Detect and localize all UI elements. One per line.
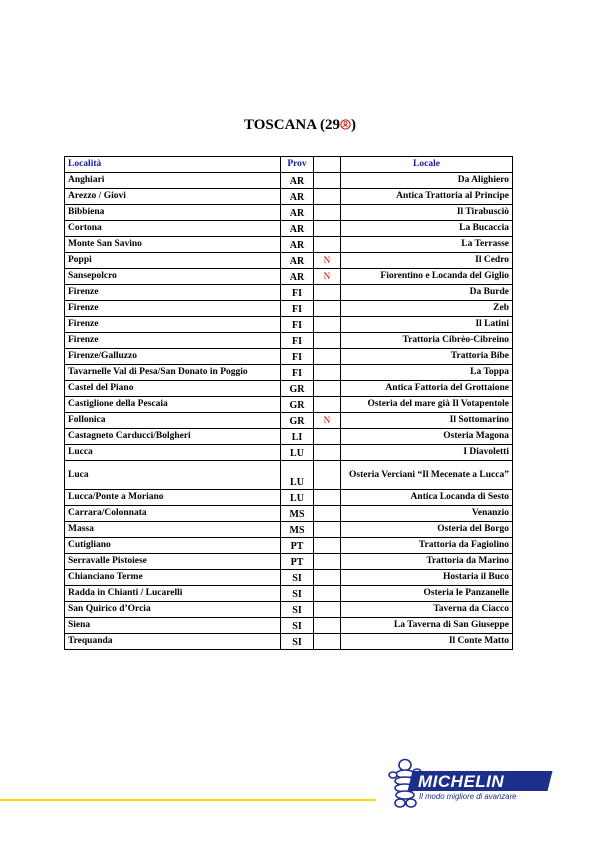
cell-n-mark <box>314 618 341 634</box>
cell-n-mark <box>314 490 341 506</box>
cell-n-mark <box>314 570 341 586</box>
cell-n-mark <box>314 445 341 461</box>
header-prov: Prov <box>281 157 314 173</box>
cell-locale: Osteria Magona <box>341 429 513 445</box>
cell-prov: FI <box>281 285 314 301</box>
cell-n-mark <box>314 333 341 349</box>
cell-locale: Trattoria da Marino <box>341 554 513 570</box>
cell-prov: AR <box>281 269 314 285</box>
table-row <box>65 522 513 538</box>
table-row <box>65 634 513 650</box>
cell-n-mark <box>314 506 341 522</box>
cell-prov: PT <box>281 554 314 570</box>
cell-localita: Cortona <box>65 221 281 237</box>
cell-locale: La Bucaccia <box>341 221 513 237</box>
cell-localita: Firenze/Galluzzo <box>65 349 281 365</box>
cell-prov: MS <box>281 506 314 522</box>
cell-locale: Trattoria Bibe <box>341 349 513 365</box>
cell-localita: Luca <box>65 461 281 490</box>
cell-n-mark <box>314 221 341 237</box>
cell-prov: FI <box>281 365 314 381</box>
cell-localita: Bibbiena <box>65 205 281 221</box>
cell-prov: GR <box>281 381 314 397</box>
cell-n-mark <box>314 397 341 413</box>
cell-localita: Firenze <box>65 333 281 349</box>
table-row <box>65 333 513 349</box>
cell-prov: AR <box>281 221 314 237</box>
cell-prov: AR <box>281 173 314 189</box>
cell-localita: Sansepolcro <box>65 269 281 285</box>
cell-locale: Antica Trattoria al Principe <box>341 189 513 205</box>
cell-locale: Trattoria Cibrèo-Cibreino <box>341 333 513 349</box>
cell-locale: Osteria Verciani “Il Mecenate a Lucca” <box>341 461 513 490</box>
cell-prov: LU <box>281 490 314 506</box>
cell-localita: San Quirico d’Orcia <box>65 602 281 618</box>
table-row <box>65 586 513 602</box>
cell-prov: SI <box>281 570 314 586</box>
cell-n-mark: N <box>314 269 341 285</box>
cell-n-mark <box>314 602 341 618</box>
table-row <box>65 413 513 429</box>
michelin-logo: MICHELIN <box>418 772 505 791</box>
cell-n-mark <box>314 381 341 397</box>
restaurant-table <box>64 156 513 650</box>
cell-locale: Il Tirabusciò <box>341 205 513 221</box>
cell-prov: SI <box>281 634 314 650</box>
cell-prov: FI <box>281 333 314 349</box>
cell-localita: Tavarnelle Val di Pesa/San Donato in Poggio <box>65 365 281 381</box>
cell-locale: Il Cedro <box>341 253 513 269</box>
cell-n-mark <box>314 237 341 253</box>
cell-localita: Trequanda <box>65 634 281 650</box>
table-row <box>65 445 513 461</box>
cell-prov: AR <box>281 189 314 205</box>
cell-prov: SI <box>281 618 314 634</box>
table-row <box>65 506 513 522</box>
table-row <box>65 349 513 365</box>
table-row <box>65 317 513 333</box>
cell-n-mark <box>314 301 341 317</box>
cell-n-mark: N <box>314 253 341 269</box>
cell-prov: FI <box>281 349 314 365</box>
cell-n-mark <box>314 461 341 490</box>
cell-prov: SI <box>281 586 314 602</box>
header-n <box>314 157 341 173</box>
table-row <box>65 189 513 205</box>
cell-n-mark <box>314 586 341 602</box>
page-title-suffix: ) <box>351 117 356 133</box>
cell-prov: AR <box>281 253 314 269</box>
table-row <box>65 397 513 413</box>
table-row <box>65 221 513 237</box>
cell-n-mark: N <box>314 413 341 429</box>
cell-localita: Poppi <box>65 253 281 269</box>
cell-localita: Radda in Chianti / Lucarelli <box>65 586 281 602</box>
cell-n-mark <box>314 554 341 570</box>
cell-prov: GR <box>281 397 314 413</box>
table-row <box>65 538 513 554</box>
cell-locale: Da Burde <box>341 285 513 301</box>
cell-locale: Antica Locanda di Sesto <box>341 490 513 506</box>
cell-localita: Lucca <box>65 445 281 461</box>
cell-prov: MS <box>281 522 314 538</box>
cell-localita: Monte San Savino <box>65 237 281 253</box>
cell-locale: Il Conte Matto <box>341 634 513 650</box>
table-row <box>65 205 513 221</box>
cell-prov: PT <box>281 538 314 554</box>
michelin-slogan: Il modo migliore di avanzare <box>419 792 517 801</box>
table-row <box>65 301 513 317</box>
cell-localita: Siena <box>65 618 281 634</box>
table-row <box>65 365 513 381</box>
table-row <box>65 618 513 634</box>
table-row <box>65 237 513 253</box>
cell-n-mark <box>314 317 341 333</box>
table-row <box>65 253 513 269</box>
cell-locale: Il Sottomarino <box>341 413 513 429</box>
cell-locale: Zeb <box>341 301 513 317</box>
table-row <box>65 602 513 618</box>
table-row <box>65 381 513 397</box>
cell-n-mark <box>314 285 341 301</box>
cell-prov: LI <box>281 429 314 445</box>
cell-prov: AR <box>281 237 314 253</box>
cell-prov: FI <box>281 317 314 333</box>
cell-localita: Massa <box>65 522 281 538</box>
cell-n-mark <box>314 349 341 365</box>
table-row <box>65 285 513 301</box>
cell-prov: GR <box>281 413 314 429</box>
cell-localita: Castel del Piano <box>65 381 281 397</box>
cell-localita: Cutigliano <box>65 538 281 554</box>
table-row <box>65 269 513 285</box>
bib-gourmand-icon <box>340 118 351 129</box>
cell-localita: Serravalle Pistoiese <box>65 554 281 570</box>
cell-locale: Hostaria il Buco <box>341 570 513 586</box>
table-header <box>65 157 513 173</box>
cell-locale: Fiorentino e Locanda del Giglio <box>341 269 513 285</box>
cell-prov: FI <box>281 301 314 317</box>
table-row <box>65 173 513 189</box>
cell-prov: LU <box>281 445 314 461</box>
page-title-text: TOSCANA (29 <box>244 117 340 133</box>
cell-locale: Il Latini <box>341 317 513 333</box>
cell-n-mark <box>314 429 341 445</box>
cell-locale: I Diavoletti <box>341 445 513 461</box>
footer-yellow-line <box>0 799 376 801</box>
table-row <box>65 570 513 586</box>
cell-localita: Anghiari <box>65 173 281 189</box>
header-locale: Locale <box>341 157 513 173</box>
table-row <box>65 554 513 570</box>
cell-locale: Venanzio <box>341 506 513 522</box>
table-row <box>65 490 513 506</box>
cell-locale: Osteria del Borgo <box>341 522 513 538</box>
cell-n-mark <box>314 205 341 221</box>
cell-locale: La Toppa <box>341 365 513 381</box>
cell-locale: Osteria le Panzanelle <box>341 586 513 602</box>
cell-prov: AR <box>281 205 314 221</box>
cell-n-mark <box>314 522 341 538</box>
cell-locale: Taverna da Ciacco <box>341 602 513 618</box>
header-localita: Località <box>65 157 281 173</box>
cell-localita: Lucca/Ponte a Moriano <box>65 490 281 506</box>
cell-n-mark <box>314 634 341 650</box>
cell-localita: Castagneto Carducci/Bolgheri <box>65 429 281 445</box>
cell-localita: Arezzo / Giovi <box>65 189 281 205</box>
cell-n-mark <box>314 365 341 381</box>
cell-localita: Firenze <box>65 285 281 301</box>
cell-prov: SI <box>281 602 314 618</box>
cell-n-mark <box>314 538 341 554</box>
table-row <box>65 429 513 445</box>
cell-locale: Osteria del mare già Il Votapentole <box>341 397 513 413</box>
cell-localita: Castiglione della Pescaia <box>65 397 281 413</box>
cell-locale: Da Alighiero <box>341 173 513 189</box>
cell-locale: La Taverna di San Giuseppe <box>341 618 513 634</box>
cell-locale: La Terrasse <box>341 237 513 253</box>
cell-prov: LU <box>281 461 314 490</box>
cell-localita: Follonica <box>65 413 281 429</box>
cell-localita: Firenze <box>65 317 281 333</box>
cell-localita: Firenze <box>65 301 281 317</box>
cell-locale: Antica Fattoria del Grottaione <box>341 381 513 397</box>
cell-n-mark <box>314 173 341 189</box>
cell-n-mark <box>314 189 341 205</box>
page-title <box>0 117 600 134</box>
table-row <box>65 461 513 490</box>
cell-localita: Chianciano Terme <box>65 570 281 586</box>
cell-locale: Trattoria da Fagiolino <box>341 538 513 554</box>
cell-localita: Carrara/Colonnata <box>65 506 281 522</box>
